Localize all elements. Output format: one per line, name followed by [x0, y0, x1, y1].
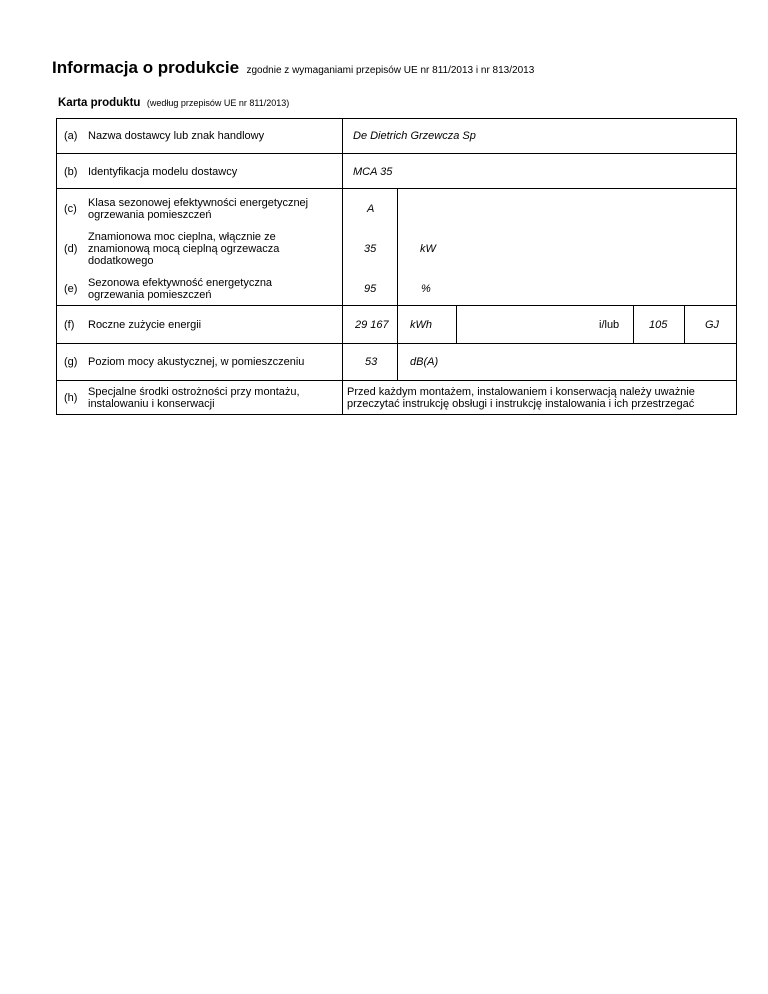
row-f-value2: 105 [649, 319, 668, 331]
row-d-label-line1: Znamionowa moc cieplna, włącznie ze [88, 231, 276, 243]
row-e-label-line1: Sezonowa efektywność energetyczna [88, 277, 273, 289]
row-e-unit: % [421, 283, 431, 295]
row-f-label: Roczne zużycie energii [88, 319, 202, 331]
row-h-label-line2: instalowaniu i konserwacji [88, 398, 215, 410]
row-e-label-line2: ogrzewania pomieszczeń [88, 289, 212, 301]
section-title-main: Karta produktu [58, 97, 141, 109]
product-fiche-table [56, 118, 737, 415]
row-c-code: (c) [64, 203, 77, 215]
row-g-value: 53 [365, 356, 378, 368]
row-f-unit2: GJ [705, 319, 720, 331]
row-a-value: De Dietrich Grzewcza Sp [353, 130, 476, 142]
row-f-unit: kWh [410, 319, 432, 331]
section-title [58, 93, 289, 111]
row-d-unit: kW [420, 243, 436, 255]
row-c-label-line1: Klasa sezonowej efektywności energetycznej [88, 197, 309, 209]
page-title [52, 58, 534, 78]
row-f-connector: i/lub [599, 319, 620, 331]
row-b-value: MCA 35 [353, 166, 393, 178]
row-d-label-line3: dodatkowego [88, 255, 154, 267]
title-regulation-note: zgodnie z wymaganiami przepisów UE nr 811/2013 i nr 813/2013 [246, 65, 535, 76]
title-main: Informacja o produkcie [52, 58, 240, 77]
row-d-value: 35 [364, 243, 377, 255]
row-f-code: (f) [64, 319, 75, 331]
row-c-label-line2: ogrzewania pomieszczeń [88, 209, 212, 221]
row-g-label: Poziom mocy akustycznej, w pomieszczeniu [88, 356, 305, 368]
row-b-label: Identyfikacja modelu dostawcy [88, 166, 238, 178]
row-b-code: (b) [64, 166, 78, 178]
row-g-code: (g) [64, 356, 78, 368]
row-h-code: (h) [64, 392, 78, 404]
row-f-value: 29 167 [355, 319, 389, 331]
row-e-value: 95 [364, 283, 377, 295]
row-e-code: (e) [64, 283, 78, 295]
row-c-value: A [367, 203, 375, 215]
row-h-label-line1: Specjalne środki ostrożności przy montażu, [88, 386, 300, 398]
row-g-unit: dB(A) [410, 356, 439, 368]
row-a-label: Nazwa dostawcy lub znak handlowy [88, 130, 265, 142]
row-d-label-line2: znamionową mocą cieplną ogrzewacza [88, 243, 280, 255]
row-h-value-line2: przeczytać instrukcję obsługi i instrukcję instalowania i ich przestrzegać [347, 398, 695, 410]
row-a-code: (a) [64, 130, 78, 142]
row-d-code: (d) [64, 243, 78, 255]
row-h-value-line1: Przed każdym montażem, instalowaniem i konserwacją należy uważnie [347, 386, 695, 398]
section-title-note: (według przepisów UE nr 811/2013) [146, 98, 290, 108]
